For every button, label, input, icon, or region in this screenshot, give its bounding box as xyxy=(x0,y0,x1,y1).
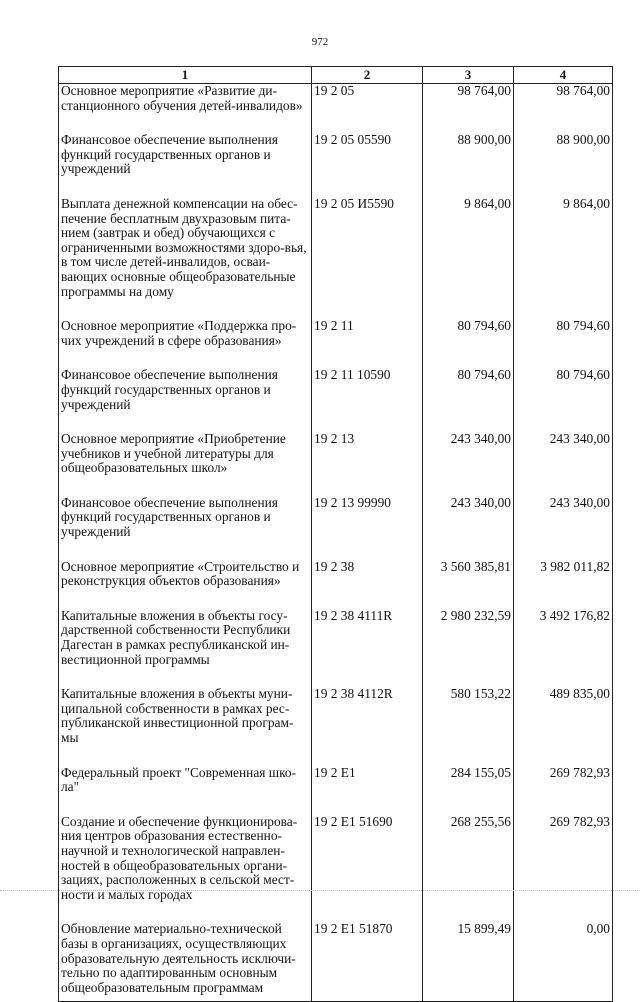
row-code-cell: 19 2 E1 51690 xyxy=(312,815,423,923)
row-amount-col4-cell: 243 340,00 xyxy=(514,432,613,496)
row-code-cell: 19 2 11 xyxy=(312,319,423,368)
row-code-cell: 19 2 38 4112R xyxy=(312,687,423,765)
row-amount-col3-cell: 9 864,00 xyxy=(423,197,514,319)
header-col-3: 3 xyxy=(423,67,514,84)
row-amount-col3-cell: 98 764,00 xyxy=(423,84,514,134)
row-code-cell: 19 2 E1 51870 xyxy=(312,922,423,1001)
header-col-2: 2 xyxy=(312,67,423,84)
row-name-cell: Финансовое обеспечение выполнения функций государственных органов и учреждений xyxy=(59,368,312,432)
row-amount-col3-cell: 3 560 385,81 xyxy=(423,560,514,609)
table-row xyxy=(59,432,613,496)
row-amount-col4-cell: 80 794,60 xyxy=(514,368,613,432)
row-amount-col3-cell: 284 155,05 xyxy=(423,766,514,815)
table-row xyxy=(59,319,613,368)
page-number: 972 xyxy=(311,36,329,48)
table-row xyxy=(59,84,613,134)
row-code-cell: 19 2 05 xyxy=(312,84,423,134)
table-row xyxy=(59,368,613,432)
table-row xyxy=(59,133,613,197)
row-code-cell: 19 2 38 xyxy=(312,560,423,609)
row-name-cell: Федеральный проект "Современная шко-ла" xyxy=(59,766,312,815)
header-col-1: 1 xyxy=(59,67,312,84)
table-row xyxy=(59,687,613,765)
table-row xyxy=(59,815,613,923)
row-amount-col4-cell: 489 835,00 xyxy=(514,687,613,765)
row-name-cell: Основное мероприятие «Развитие ди-станционного обучения детей-инвалидов» xyxy=(59,84,312,134)
scan-edge-line xyxy=(0,890,640,891)
row-amount-col3-cell: 268 255,56 xyxy=(423,815,514,923)
row-code-cell: 19 2 38 4111R xyxy=(312,609,423,687)
row-amount-col4-cell: 98 764,00 xyxy=(514,84,613,134)
row-name-cell: Капитальные вложения в объекты госу-дарственной собственности Республики Дагестан в рамках республиканской ин-вестиционной программы xyxy=(59,609,312,687)
row-name-cell: Основное мероприятие «Строительство и реконструкция объектов образования» xyxy=(59,560,312,609)
row-amount-col3-cell: 80 794,60 xyxy=(423,319,514,368)
table-row xyxy=(59,922,613,1001)
row-name-cell: Капитальные вложения в объекты муни-ципальной собственности в рамках рес-публиканской инвестиционной програм-мы xyxy=(59,687,312,765)
row-code-cell: 19 2 E1 xyxy=(312,766,423,815)
table-row xyxy=(59,197,613,319)
row-code-cell: 19 2 05 И5590 xyxy=(312,197,423,319)
row-name-cell: Создание и обеспечение функционирова-ния центров образования естественно-научной и технологической направлен-ностей в общеобразовательных органи-зациях, расположенных в сельской мест-ности и малых городах xyxy=(59,815,312,923)
row-amount-col4-cell: 80 794,60 xyxy=(514,319,613,368)
row-amount-col3-cell: 80 794,60 xyxy=(423,368,514,432)
row-code-cell: 19 2 13 99990 xyxy=(312,496,423,560)
row-amount-col3-cell: 243 340,00 xyxy=(423,496,514,560)
row-amount-col3-cell: 243 340,00 xyxy=(423,432,514,496)
row-amount-col4-cell: 88 900,00 xyxy=(514,133,613,197)
row-name-cell: Обновление материально-технической базы в организациях, осуществляющих образовательную деятельность исключи-тельно по адаптированным основным общеобразовательным программам xyxy=(59,922,312,1001)
row-code-cell: 19 2 11 10590 xyxy=(312,368,423,432)
table-row xyxy=(59,609,613,687)
row-amount-col4-cell: 269 782,93 xyxy=(514,766,613,815)
row-amount-col3-cell: 15 899,49 xyxy=(423,922,514,1001)
row-amount-col3-cell: 2 980 232,59 xyxy=(423,609,514,687)
row-name-cell: Основное мероприятие «Приобретение учебников и учебной литературы для общеобразовательных школ» xyxy=(59,432,312,496)
row-amount-col4-cell: 0,00 xyxy=(514,922,613,1001)
row-amount-col4-cell: 3 492 176,82 xyxy=(514,609,613,687)
row-amount-col4-cell: 3 982 011,82 xyxy=(514,560,613,609)
row-name-cell: Финансовое обеспечение выполнения функций государственных органов и учреждений xyxy=(59,133,312,197)
row-code-cell: 19 2 05 05590 xyxy=(312,133,423,197)
row-amount-col4-cell: 269 782,93 xyxy=(514,815,613,923)
table-header-row xyxy=(59,67,613,84)
row-name-cell: Финансовое обеспечение выполнения функций государственных органов и учреждений xyxy=(59,496,312,560)
row-code-cell: 19 2 13 xyxy=(312,432,423,496)
row-amount-col4-cell: 9 864,00 xyxy=(514,197,613,319)
row-name-cell: Выплата денежной компенсации на обес-печение бесплатным двухразовым пита-нием (завтрак и обед) обучающихся с ограниченными возможностями здоро-вья, в том числе детей-инвалидов, осваи-вающих основные общеобразовательные программы на дому xyxy=(59,197,312,319)
budget-table xyxy=(58,66,613,1002)
row-amount-col3-cell: 88 900,00 xyxy=(423,133,514,197)
table-row xyxy=(59,496,613,560)
header-col-4: 4 xyxy=(514,67,613,84)
row-amount-col4-cell: 243 340,00 xyxy=(514,496,613,560)
row-name-cell: Основное мероприятие «Поддержка про-чих учреждений в сфере образования» xyxy=(59,319,312,368)
table-row xyxy=(59,766,613,815)
table-row xyxy=(59,560,613,609)
row-amount-col3-cell: 580 153,22 xyxy=(423,687,514,765)
